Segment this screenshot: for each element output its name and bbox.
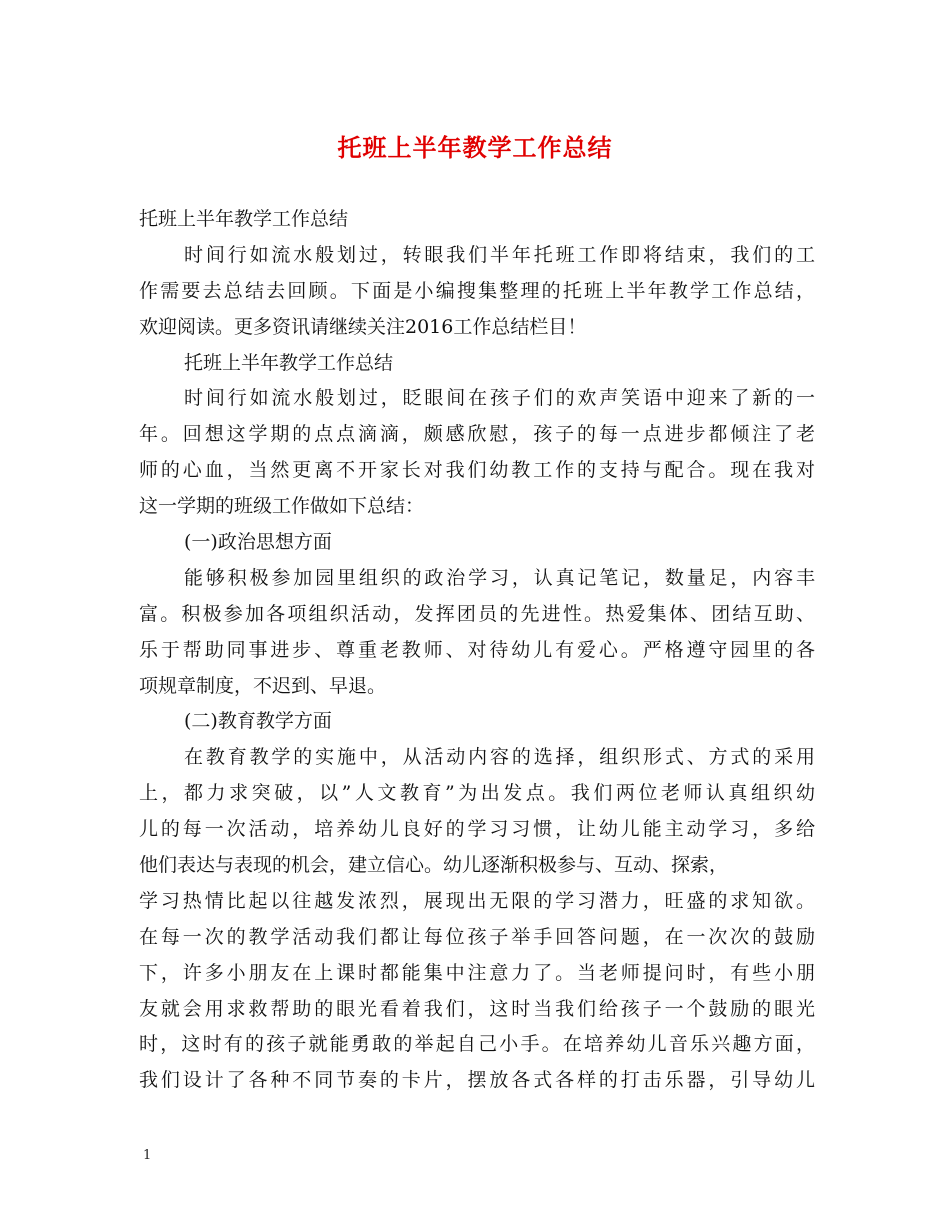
text-line: 作需要去总结去回顾。下面是小编搜集整理的托班上半年教学工作总结， [139, 279, 815, 302]
text-line: 时间行如流水般划过，眨眼间在孩子们的欢声笑语中迎来了新的一 [184, 387, 815, 410]
text-line: 时，这时有的孩子就能勇敢的举起自己小手。在培养幼儿音乐兴趣方面， [139, 1033, 815, 1056]
text-line: 能够积极参加园里组织的政治学习，认真记笔记，数量足，内容丰 [184, 566, 815, 589]
text-line: 乐于帮助同事进步、尊重老教师、对待幼儿有爱心。严格遵守园里的各 [139, 638, 815, 661]
text-line: 欢迎阅读。更多资讯请继续关注2016工作总结栏目！ [139, 315, 587, 338]
text-line: 我们设计了各种不同节奏的卡片，摆放各式各样的打击乐器，引导幼儿 [139, 1069, 815, 1092]
text-line: 师的心血，当然更离不开家长对我们幼教工作的支持与配合。现在我对 [139, 459, 815, 482]
text-line: 这一学期的班级工作做如下总结： [139, 495, 425, 518]
text-line: 上，都力求突破，以”人文教育”为出发点。我们两位老师认真组织幼 [139, 782, 815, 805]
text-line: 在教育教学的实施中，从活动内容的选择，组织形式、方式的采用 [184, 746, 815, 769]
text-line: 年。回想这学期的点点滴滴，颇感欣慰，孩子的每一点进步都倾注了老 [139, 423, 815, 446]
text-line: 项规章制度，不迟到、早退。 [139, 674, 387, 697]
text-line: (一)政治思想方面 [184, 531, 332, 554]
text-line: 学习热情比起以往越发浓烈，展现出无限的学习潜力，旺盛的求知欲。 [139, 889, 815, 912]
text-line: 时间行如流水般划过，转眼我们半年托班工作即将结束，我们的工 [184, 243, 815, 266]
text-line: 在每一次的教学活动我们都让每位孩子举手回答问题，在一次次的鼓励 [139, 925, 815, 948]
text-line: 托班上半年教学工作总结 [184, 351, 394, 374]
text-line: 托班上半年教学工作总结 [139, 208, 349, 230]
text-line: 他们表达与表现的机会，建立信心。幼儿逐渐积极参与、互动、探索， [139, 854, 729, 877]
page-number: 1 [143, 1148, 152, 1163]
text-line: 下，许多小朋友在上课时都能集中注意力了。当老师提问时，有些小朋 [139, 961, 815, 984]
text-line: 富。积极参加各项组织活动，发挥团员的先进性。热爱集体、团结互助、 [139, 602, 815, 625]
document-body [139, 202, 815, 1099]
text-line: (二)教育教学方面 [184, 710, 332, 733]
document-title: 托班上半年教学工作总结 [337, 133, 613, 162]
text-line: 儿的每一次活动，培养幼儿良好的学习习惯，让幼儿能主动学习，多给 [139, 818, 815, 841]
text-line: 友就会用求救帮助的眼光看着我们，这时当我们给孩子一个鼓励的眼光 [139, 997, 815, 1020]
